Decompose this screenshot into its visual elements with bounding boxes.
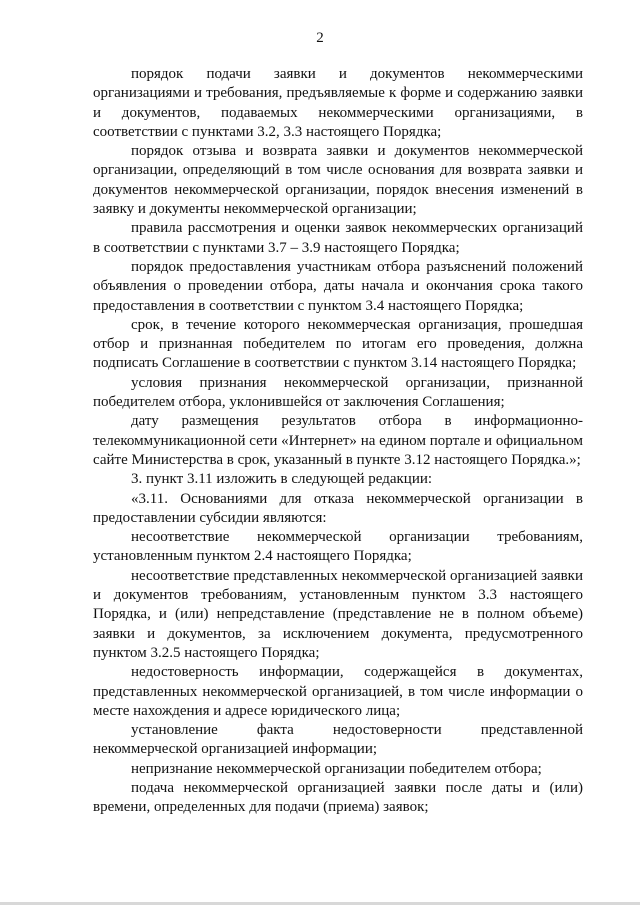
paragraph-results-publication: дату размещения результатов отбора в информационно-телекоммуникационной сети «Интернет» на едином портале и официальном сайте Министерства в срок, указанный в пункте 3.12 настоящего Порядка.»;: [93, 413, 583, 468]
paragraph-agreement-term: срок, в течение которого некоммерческая организация, прошедшая отбор и признанная победителем по итогам его проведения, должна подписать Соглашение в соответствии с пунктом 3.14 настоящего Порядка;: [93, 316, 583, 372]
document-body: [93, 65, 583, 818]
paragraph-ground-documents: несоответствие представленных некоммерческой организацией заявки и документов требованиям, установленным пунктом 3.3 настоящего Порядка, и (или) непредставление (представление не в полном объеме) заявки и документов, за исключением документа, предусмотренного пунктом 3.2.5 настоящего Порядка;: [93, 567, 583, 661]
paragraph-ground-not-winner: непризнание некоммерческой организации победителем отбора;: [131, 760, 542, 777]
paragraph-evasion-conditions: условия признания некоммерческой организации, признанной победителем отбора, уклонившейся от заключения Соглашения;: [93, 374, 583, 411]
paragraph-submission-procedure: порядок подачи заявки и документов некоммерческими организациями и требования, предъявляемые к форме и содержанию заявки и документов, подаваемых некоммерческими организациями, в соответствии с пунктами 3.2, 3.3 настоящего Порядка;: [93, 66, 583, 140]
paragraph-review-rules: правила рассмотрения и оценки заявок некоммерческих организаций в соответствии с пунктами 3.7 – 3.9 настоящего Порядка;: [93, 220, 583, 256]
paragraph-withdrawal-procedure: порядок отзыва и возврата заявки и документов некоммерческой организации, определяющий в том числе основания для возврата заявки и документов некоммерческой организации, порядок внесения изменений в заявку и документы некоммерческой организации;: [93, 143, 583, 218]
paragraph-ground-requirements: несоответствие некоммерческой организации требованиям, установленным пунктом 2.4 настоящего Порядка;: [93, 529, 583, 565]
paragraph-ground-unreliable-info: недостоверность информации, содержащейся в документах, представленных некоммерческой организацией, в том числе информации о месте нахождения и адресе юридического лица;: [93, 664, 583, 719]
page-number: 2: [316, 30, 324, 46]
paragraph-amendment-item-3: 3. пункт 3.11 изложить в следующей редакции:: [131, 471, 433, 488]
paragraph-ground-late-submission: подача некоммерческой организацией заявки после даты и (или) времени, определенных для подачи (приема) заявок;: [93, 779, 583, 816]
paragraph-ground-unreliability-fact: установление факта недостоверности представленной некоммерческой организацией информации;: [93, 722, 583, 758]
paragraph-clarification-procedure: порядок предоставления участникам отбора разъяснений положений объявления о проведении отбора, даты начала и окончания срока такого предоставления в соответствии с пунктом 3.4 настоящего Порядка;: [93, 258, 583, 314]
paragraph-refusal-grounds: «3.11. Основаниями для отказа некоммерческой организации в предоставлении субсидии являются:: [93, 490, 583, 526]
